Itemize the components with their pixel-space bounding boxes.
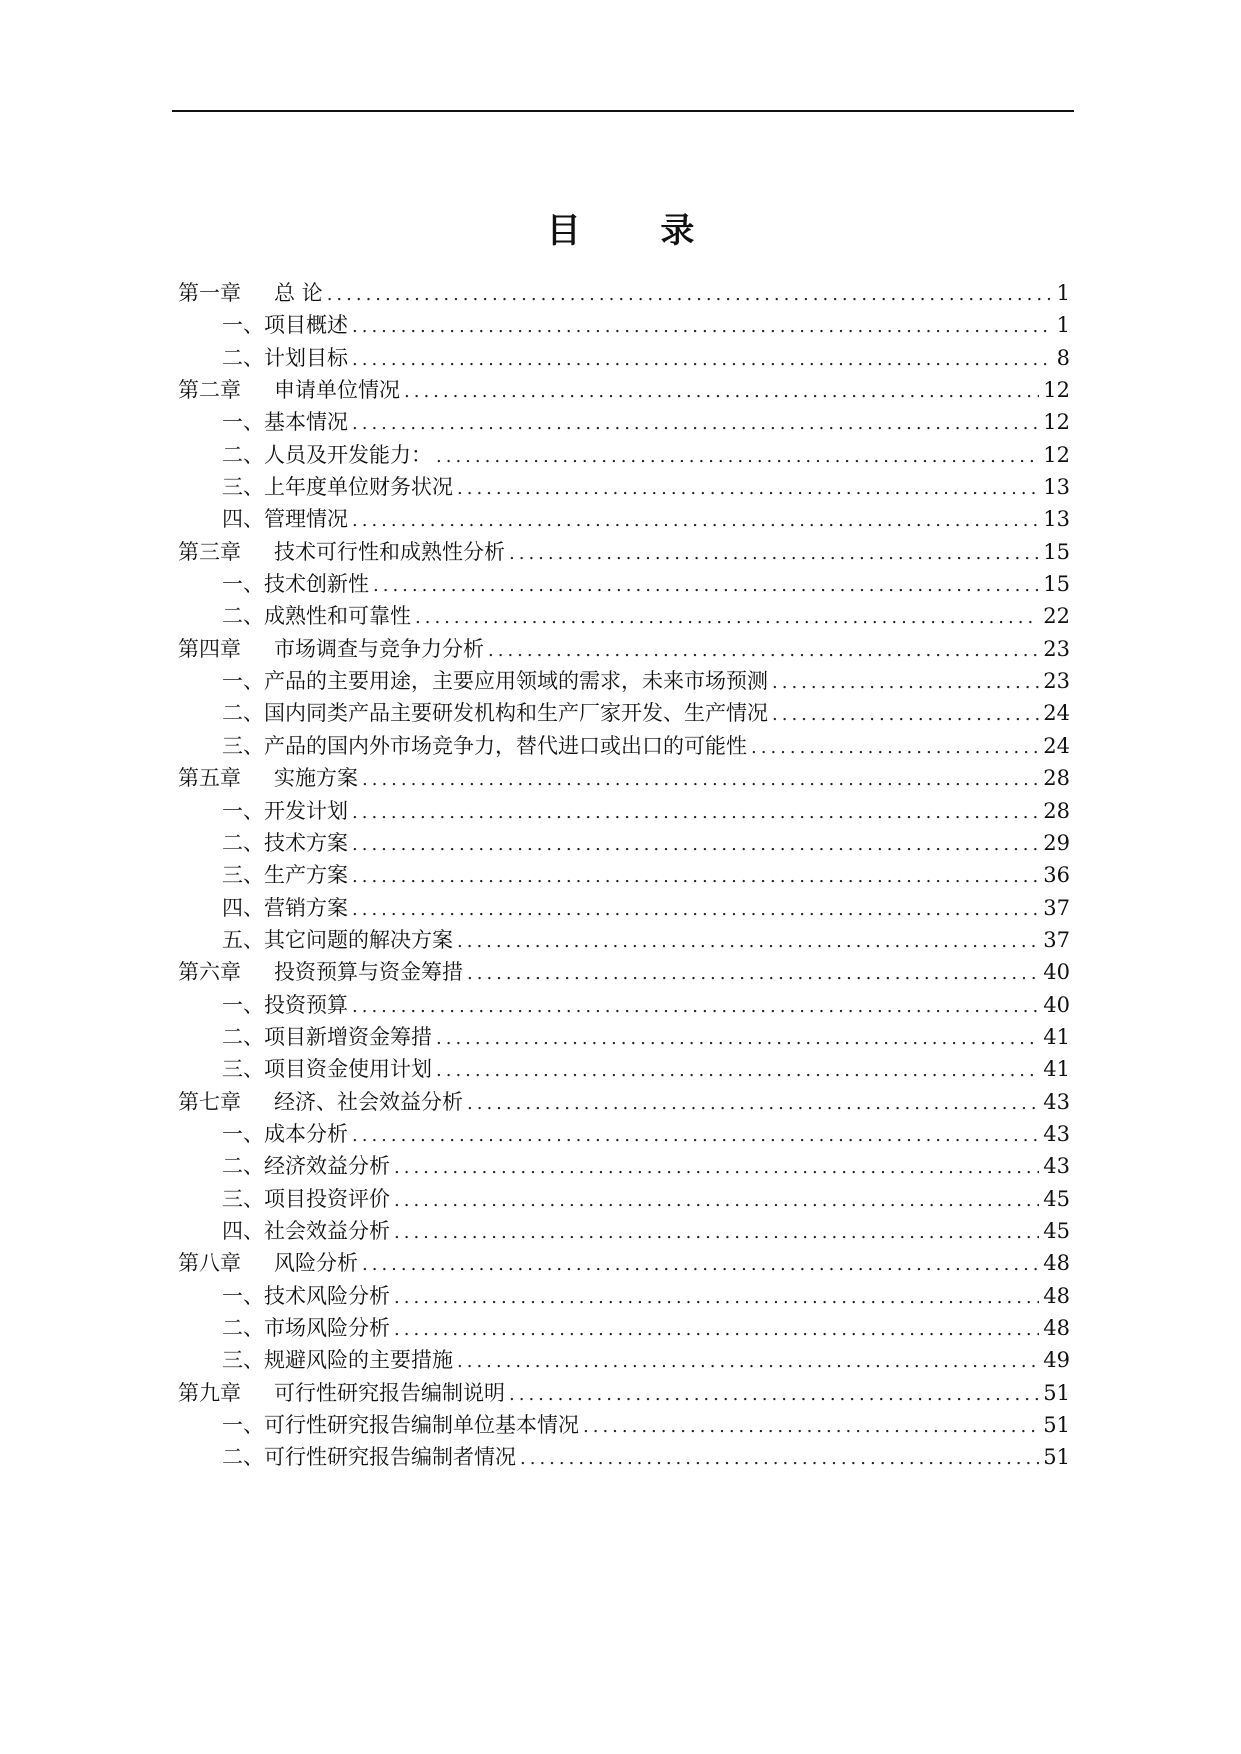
toc-entry-title: 三、规避风险的主要措施 — [222, 1348, 453, 1373]
toc-section-entry[interactable] — [178, 892, 1070, 924]
toc-section-entry[interactable] — [178, 1215, 1070, 1247]
toc-chapter-entry[interactable] — [178, 633, 1070, 665]
toc-section-entry[interactable] — [178, 309, 1070, 341]
toc-dot-leader — [436, 1023, 1039, 1055]
toc-entry-label — [222, 1053, 432, 1085]
toc-entry-label — [222, 1312, 390, 1344]
toc-dot-leader — [362, 1249, 1039, 1281]
toc-page-number: 45 — [1043, 1186, 1070, 1211]
toc-entry-title: 一、基本情况 — [222, 410, 348, 435]
toc-entry-label — [222, 1215, 390, 1247]
toc-entry-title: 一、成本分析 — [222, 1121, 348, 1146]
toc-entry-title: 三、项目资金使用计划 — [222, 1057, 432, 1082]
toc-page-number: 43 — [1043, 1121, 1070, 1146]
toc-entry-label — [222, 1344, 453, 1376]
toc-page-number: 22 — [1043, 604, 1070, 629]
toc-entry-title: 一、技术创新性 — [222, 572, 369, 597]
toc-chapter-number: 第四章 — [178, 636, 241, 661]
toc-section-entry[interactable] — [178, 795, 1070, 827]
toc-page-number: 40 — [1043, 992, 1070, 1017]
toc-dot-leader — [394, 1217, 1039, 1249]
toc-page-number: 24 — [1043, 733, 1070, 758]
toc-entry-title: 二、计划目标 — [222, 345, 348, 370]
toc-entry-title: 一、开发计划 — [222, 798, 348, 823]
toc-entry-label — [222, 1118, 348, 1150]
toc-entry-label — [222, 1441, 516, 1473]
toc-entry-title: 市场调查与竞争力分析 — [274, 636, 484, 661]
toc-dot-leader — [457, 473, 1039, 505]
toc-entry-title: 一、可行性研究报告编制单位基本情况 — [222, 1413, 579, 1438]
toc-section-entry[interactable] — [178, 827, 1070, 859]
toc-entry-label — [222, 697, 768, 729]
toc-page-number: 43 — [1043, 1089, 1070, 1114]
toc-dot-leader — [415, 602, 1039, 634]
toc-dot-leader — [457, 1346, 1039, 1378]
toc-chapter-entry[interactable] — [178, 1377, 1070, 1409]
toc-page-number: 37 — [1043, 927, 1070, 952]
toc-entry-label — [222, 406, 348, 438]
toc-entry-title: 四、营销方案 — [222, 895, 348, 920]
toc-chapter-number: 第六章 — [178, 960, 241, 985]
page-title: 目 录 — [546, 210, 729, 251]
toc-entry-label — [178, 956, 463, 988]
toc-page-number: 45 — [1043, 1218, 1070, 1243]
toc-dot-leader — [772, 667, 1039, 699]
table-of-contents — [178, 277, 1070, 1474]
toc-page-number: 23 — [1043, 636, 1070, 661]
toc-page-number: 48 — [1043, 1283, 1070, 1308]
toc-dot-leader — [352, 894, 1039, 926]
toc-dot-leader — [352, 1120, 1039, 1152]
toc-page-number: 24 — [1043, 701, 1070, 726]
toc-section-entry[interactable] — [178, 665, 1070, 697]
toc-dot-leader — [352, 408, 1039, 440]
toc-chapter-number: 第一章 — [178, 281, 241, 305]
toc-page-number: 41 — [1043, 1057, 1070, 1082]
toc-dot-leader — [352, 829, 1039, 861]
toc-dot-leader — [488, 635, 1039, 667]
toc-entry-title: 风险分析 — [274, 1251, 358, 1276]
toc-entry-title: 二、人员及开发能力： — [222, 442, 432, 467]
toc-page-number: 15 — [1043, 539, 1070, 564]
toc-entry-label — [222, 859, 348, 891]
toc-page-number: 1 — [1056, 313, 1070, 338]
toc-page-number: 43 — [1043, 1154, 1070, 1179]
toc-section-entry[interactable] — [178, 697, 1070, 729]
toc-entry-label — [222, 924, 453, 956]
toc-section-entry[interactable] — [178, 439, 1070, 471]
toc-section-entry[interactable] — [178, 1150, 1070, 1182]
toc-section-entry[interactable] — [178, 1021, 1070, 1053]
toc-chapter-entry[interactable] — [178, 277, 1070, 309]
toc-entry-label — [222, 1150, 390, 1182]
toc-section-entry[interactable] — [178, 1441, 1070, 1473]
toc-page-number: 13 — [1043, 507, 1070, 532]
toc-page-number: 48 — [1043, 1316, 1070, 1340]
toc-entry-title: 三、上年度单位财务状况 — [222, 475, 453, 500]
toc-dot-leader — [583, 1411, 1039, 1443]
toc-entry-title: 三、项目投资评价 — [222, 1186, 390, 1211]
toc-entry-label — [222, 309, 348, 341]
toc-entry-label — [178, 536, 505, 568]
toc-entry-title: 实施方案 — [274, 766, 358, 791]
toc-entry-title: 三、生产方案 — [222, 863, 348, 888]
toc-entry-label — [222, 342, 348, 374]
toc-section-entry[interactable] — [178, 1183, 1070, 1215]
toc-section-entry[interactable] — [178, 568, 1070, 600]
toc-entry-label — [222, 892, 348, 924]
toc-entry-label — [222, 989, 348, 1021]
toc-entry-title: 可行性研究报告编制说明 — [274, 1380, 505, 1405]
toc-page-number: 40 — [1043, 960, 1070, 985]
toc-entry-title: 二、技术方案 — [222, 830, 348, 855]
toc-entry-label — [222, 1409, 579, 1441]
toc-page-number: 12 — [1043, 442, 1070, 467]
toc-entry-label — [178, 762, 358, 794]
toc-entry-label — [222, 795, 348, 827]
toc-section-entry[interactable] — [178, 859, 1070, 891]
toc-entry-title: 二、国内同类产品主要研发机构和生产厂家开发、生产情况 — [222, 701, 768, 726]
toc-dot-leader — [394, 1152, 1039, 1184]
toc-page-number: 41 — [1043, 1024, 1070, 1049]
toc-chapter-entry[interactable] — [178, 1086, 1070, 1118]
toc-chapter-number: 第七章 — [178, 1089, 241, 1114]
toc-chapter-number: 第九章 — [178, 1380, 241, 1405]
toc-dot-leader — [394, 1282, 1039, 1314]
toc-entry-label — [222, 665, 768, 697]
toc-page-number: 13 — [1043, 475, 1070, 500]
toc-dot-leader — [436, 1055, 1039, 1087]
toc-entry-label — [222, 568, 369, 600]
toc-entry-label — [178, 633, 484, 665]
toc-section-entry[interactable] — [178, 1344, 1070, 1376]
toc-dot-leader — [352, 505, 1039, 537]
toc-dot-leader — [394, 1314, 1039, 1346]
toc-entry-label — [222, 503, 348, 535]
toc-section-entry[interactable] — [178, 1312, 1070, 1344]
toc-entry-title: 技术可行性和成熟性分析 — [274, 539, 505, 564]
toc-dot-leader — [509, 538, 1039, 570]
toc-page-number: 12 — [1043, 378, 1070, 403]
toc-entry-title: 二、项目新增资金筹措 — [222, 1024, 432, 1049]
toc-chapter-number: 第三章 — [178, 539, 241, 564]
toc-entry-title: 经济、社会效益分析 — [274, 1089, 463, 1114]
toc-page-number: 36 — [1043, 863, 1070, 888]
toc-section-entry[interactable] — [178, 989, 1070, 1021]
toc-dot-leader — [394, 1185, 1039, 1217]
toc-page-number: 37 — [1043, 895, 1070, 920]
toc-entry-title: 一、产品的主要用途，主要应用领域的需求，未来市场预测 — [222, 669, 768, 694]
toc-entry-label — [178, 1377, 505, 1409]
toc-page-number: 51 — [1043, 1413, 1070, 1438]
toc-page-number: 15 — [1043, 572, 1070, 597]
toc-entry-title: 总 论 — [274, 281, 323, 305]
toc-section-entry[interactable] — [178, 471, 1070, 503]
toc-entry-title: 二、可行性研究报告编制者情况 — [222, 1445, 516, 1470]
toc-dot-leader — [436, 441, 1039, 473]
toc-section-entry[interactable] — [178, 1053, 1070, 1085]
toc-entry-label — [222, 439, 432, 471]
toc-dot-leader — [362, 764, 1039, 796]
toc-page-number: 1 — [1056, 281, 1070, 305]
toc-entry-label — [178, 374, 400, 406]
toc-entry-label — [222, 730, 747, 762]
toc-section-entry[interactable] — [178, 730, 1070, 762]
toc-dot-leader — [772, 699, 1039, 731]
toc-dot-leader — [751, 732, 1039, 764]
toc-entry-label — [178, 1247, 358, 1279]
toc-dot-leader — [520, 1443, 1039, 1475]
toc-section-entry[interactable] — [178, 924, 1070, 956]
toc-entry-label — [222, 471, 453, 503]
toc-entry-title: 一、项目概述 — [222, 313, 348, 338]
toc-section-entry[interactable] — [178, 406, 1070, 438]
toc-entry-title: 一、投资预算 — [222, 992, 348, 1017]
toc-section-entry[interactable] — [178, 1280, 1070, 1312]
toc-page-number: 48 — [1043, 1251, 1070, 1276]
toc-dot-leader — [467, 1088, 1039, 1120]
toc-dot-leader — [457, 926, 1039, 958]
toc-dot-leader — [509, 1379, 1039, 1411]
toc-chapter-number: 第二章 — [178, 378, 241, 403]
toc-section-entry[interactable] — [178, 342, 1070, 374]
toc-entry-label — [178, 1086, 463, 1118]
toc-chapter-entry[interactable] — [178, 1247, 1070, 1279]
toc-entry-label — [222, 1183, 390, 1215]
toc-section-entry[interactable] — [178, 1118, 1070, 1150]
toc-page-number: 51 — [1043, 1445, 1070, 1470]
toc-entry-label — [222, 1021, 432, 1053]
toc-page-number: 49 — [1043, 1348, 1070, 1373]
toc-chapter-entry[interactable] — [178, 956, 1070, 988]
toc-entry-title: 五、其它问题的解决方案 — [222, 927, 453, 952]
toc-dot-leader — [352, 311, 1053, 343]
toc-entry-label — [222, 827, 348, 859]
toc-page-number: 12 — [1043, 410, 1070, 435]
toc-page-number: 29 — [1043, 830, 1070, 855]
toc-page-number: 8 — [1056, 345, 1070, 370]
toc-section-entry[interactable] — [178, 503, 1070, 535]
toc-entry-title: 一、技术风险分析 — [222, 1283, 390, 1308]
toc-page-number: 51 — [1043, 1380, 1070, 1405]
toc-dot-leader — [352, 861, 1039, 893]
toc-entry-title: 申请单位情况 — [274, 378, 400, 403]
toc-page-number: 28 — [1043, 798, 1070, 823]
toc-dot-leader — [352, 344, 1053, 376]
toc-section-entry[interactable] — [178, 1409, 1070, 1441]
toc-section-entry[interactable] — [178, 600, 1070, 632]
toc-entry-title: 三、产品的国内外市场竞争力，替代进口或出口的可能性 — [222, 733, 747, 758]
toc-chapter-entry[interactable] — [178, 536, 1070, 568]
toc-chapter-entry[interactable] — [178, 762, 1070, 794]
toc-page-number: 28 — [1043, 766, 1070, 791]
toc-entry-label — [222, 600, 411, 632]
toc-chapter-number: 第八章 — [178, 1251, 241, 1276]
toc-entry-label — [222, 1280, 390, 1312]
toc-entry-title: 二、经济效益分析 — [222, 1154, 390, 1179]
toc-dot-leader — [352, 991, 1039, 1023]
toc-dot-leader — [352, 797, 1039, 829]
toc-entry-title: 二、市场风险分析 — [222, 1316, 390, 1340]
toc-page-number: 23 — [1043, 669, 1070, 694]
toc-entry-title: 投资预算与资金筹措 — [274, 960, 463, 985]
toc-dot-leader — [327, 279, 1053, 311]
header-rule — [172, 110, 1074, 112]
toc-entry-title: 二、成熟性和可靠性 — [222, 604, 411, 629]
toc-dot-leader — [404, 376, 1039, 408]
toc-chapter-entry[interactable] — [178, 374, 1070, 406]
toc-dot-leader — [467, 958, 1039, 990]
toc-entry-title: 四、社会效益分析 — [222, 1218, 390, 1243]
toc-chapter-number: 第五章 — [178, 766, 241, 791]
toc-entry-label — [178, 277, 323, 309]
toc-entry-title: 四、管理情况 — [222, 507, 348, 532]
toc-dot-leader — [373, 570, 1039, 602]
